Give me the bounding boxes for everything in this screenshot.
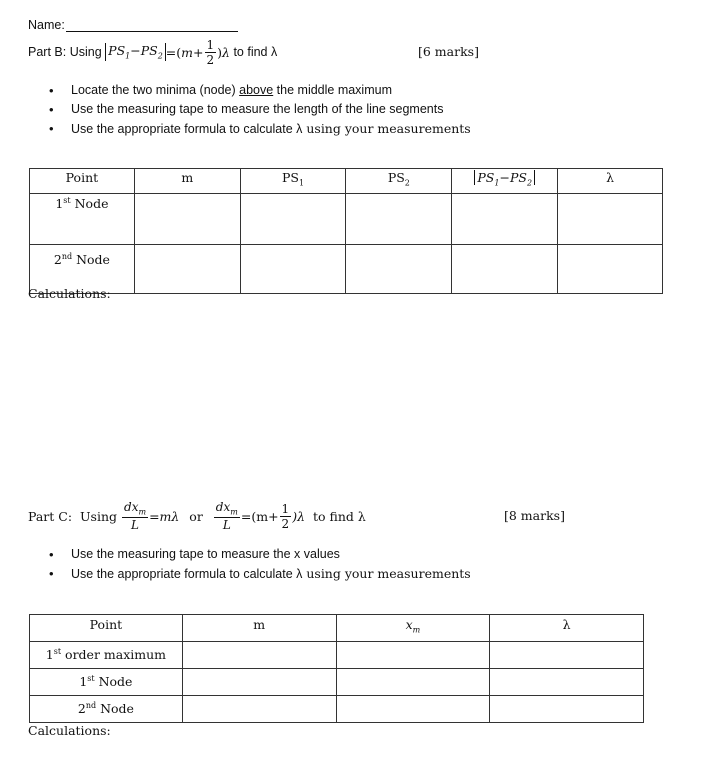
instruction-measure: • Use the measuring tape to measure the length of the line segments	[29, 100, 669, 119]
instruction-measure-x: • Use the measuring tape to measure the x values	[29, 545, 669, 564]
cell-input[interactable]	[336, 668, 490, 695]
col-header-ps2: $PS_2$	[346, 169, 452, 194]
part-c-calculations-label: Calculations:	[28, 723, 111, 738]
cell-input[interactable]	[336, 641, 490, 668]
table-header-row	[30, 615, 644, 642]
row-label-first-node: 1st Node	[30, 668, 183, 695]
cell-input[interactable]	[452, 193, 558, 244]
part-b-label: Part B:	[28, 45, 67, 59]
cell-input[interactable]	[490, 668, 644, 695]
part-c-instructions	[29, 545, 669, 583]
col-header-ps1: $PS_1$	[240, 169, 346, 194]
table-header-row	[30, 169, 663, 194]
cell-input[interactable]	[558, 244, 663, 293]
part-c-or: or	[189, 508, 203, 524]
table-row	[30, 641, 644, 668]
cell-input[interactable]	[240, 244, 346, 293]
col-header-lambda: λ	[558, 169, 663, 194]
cell-input[interactable]	[182, 695, 336, 722]
cell-input[interactable]	[182, 668, 336, 695]
table-row	[30, 695, 644, 722]
instruction-locate: • Locate the two minima (node) above the middle maximum	[29, 81, 669, 100]
table-row	[30, 193, 663, 244]
cell-input[interactable]	[182, 641, 336, 668]
cell-input[interactable]	[490, 695, 644, 722]
part-c-heading: Part C: Using $\frac{dx_m}{L}$ =mλ or $\frac{dx_m}{L}$ =(m+ $\frac{1}{2}$ )λ to find λ	[28, 499, 366, 533]
part-b-heading	[28, 37, 278, 67]
col-header-m: m	[182, 615, 336, 642]
part-b-instructions	[29, 81, 669, 138]
part-b-formula: $PS_1-PS_2$ =( m + $\frac{1}{2}$ ) λ	[105, 39, 230, 66]
cell-input[interactable]	[452, 244, 558, 293]
cell-input[interactable]	[346, 193, 452, 244]
col-header-abs-difference: $PS_1-PS_2$	[452, 169, 558, 194]
cell-input[interactable]	[240, 193, 346, 244]
col-header-point: Point	[30, 615, 183, 642]
name-field[interactable]	[66, 31, 238, 32]
part-c-to-find: to find λ	[312, 508, 366, 524]
half-fraction: $\frac{1}{2}$	[206, 37, 215, 67]
part-b-to-find: to find λ	[233, 45, 278, 59]
table-row	[30, 668, 644, 695]
part-b-table	[29, 168, 663, 294]
part-c-formula-fraction-2: $\frac{dx_m}{L}$	[215, 499, 238, 533]
col-header-xm: $x_m$	[336, 615, 490, 642]
cell-input[interactable]	[336, 695, 490, 722]
table-row	[30, 244, 663, 293]
row-label-first-node: 1st Node	[30, 193, 135, 244]
name-label: Name:	[28, 18, 65, 32]
cell-input[interactable]	[558, 193, 663, 244]
row-label-first-order-maximum: 1st order maximum	[30, 641, 183, 668]
cell-input[interactable]	[134, 193, 240, 244]
cell-input[interactable]	[346, 244, 452, 293]
part-c-label: Part C:	[28, 508, 73, 524]
abs-difference: $PS_1-PS_2$	[105, 43, 166, 61]
part-c-table	[29, 614, 644, 723]
row-label-second-node: 2nd Node	[30, 244, 135, 293]
instruction-formula: • Use the appropriate formula to calculate λ using your measurements	[29, 564, 669, 583]
instruction-formula: • Use the appropriate formula to calculate λ using your measurements	[29, 119, 669, 138]
col-header-lambda: λ	[490, 615, 644, 642]
col-header-point: Point	[30, 169, 135, 194]
cell-input[interactable]	[490, 641, 644, 668]
cell-input[interactable]	[134, 244, 240, 293]
part-c-using: Using	[80, 508, 118, 524]
col-header-m: m	[134, 169, 240, 194]
row-label-second-node: 2nd Node	[30, 695, 183, 722]
part-c-formula-rhs-1: =mλ	[149, 508, 180, 524]
half-fraction: $\frac{1}{2}$	[281, 501, 290, 531]
part-c-marks: [8 marks]	[504, 508, 565, 523]
part-b-using: Using	[69, 45, 102, 59]
part-b-marks: [6 marks]	[418, 44, 479, 59]
part-c-formula-fraction-1: $\frac{dx_m}{L}$	[124, 499, 147, 533]
part-b-calculations-label: Calculations:	[28, 286, 111, 301]
